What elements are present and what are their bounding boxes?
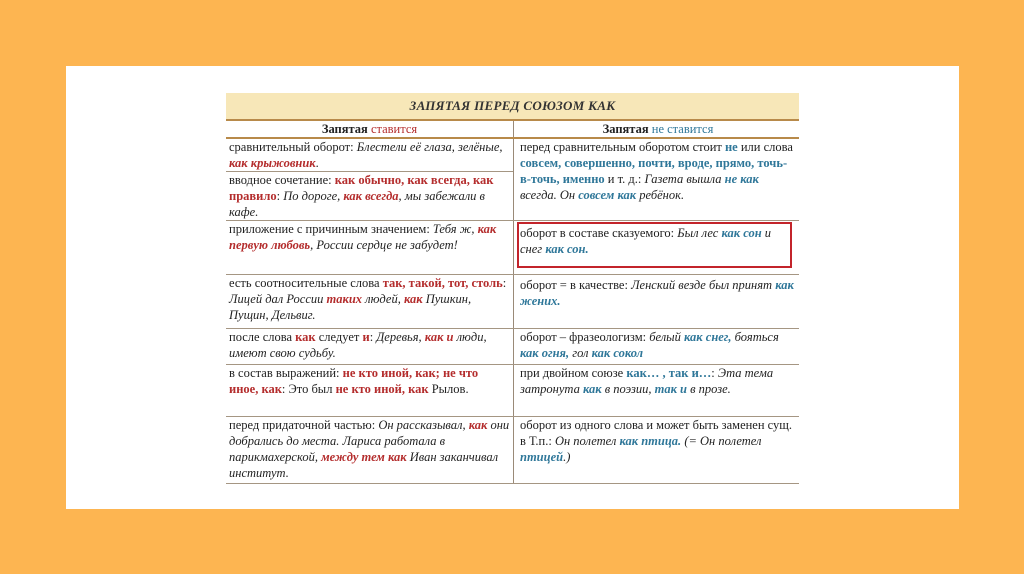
comma-rules-table <box>226 93 799 484</box>
header-comma-placed: Запятая ставится <box>226 121 514 137</box>
rule-no-comma-comparative: перед сравнительным оборотом стоит не или слова совсем, совершенно, почти, вроде, прямо, точь-в-точь, именно и т. д.: Газета вышла не как всегда. Он совсем как ребёнок. <box>520 140 793 202</box>
rule-subordinate-clause: перед придаточной частью: Он рассказывал, как они добрались до места. Лариса работала в парикмахерской, между тем как Иван заканчивал институт. <box>226 417 514 483</box>
table-title: ЗАПЯТАЯ ПЕРЕД СОЮЗОМ КАК <box>226 93 799 121</box>
highlight-box <box>517 222 792 268</box>
rule-idiom: оборот – фразеологизм: белый как снег, бояться как огня, гол как сокол <box>520 330 779 360</box>
table-row <box>226 365 799 417</box>
rule-appositive: приложение с причинным значением: Тебя ж, как первую любовь, России сердце не забудет! <box>226 221 514 274</box>
table-row <box>226 329 799 365</box>
rule-fixed-expressions: в состав выражений: не кто иной, как; не что иное, как: Это был не кто иной, как Рылов. <box>226 365 514 416</box>
rule-in-capacity: оборот = в качестве: Ленский везде был принят как жених. <box>520 278 794 308</box>
rule-comparative-phrase: сравнительный оборот: Блестели её глаза, зелёные, как крыжовник. <box>226 139 513 172</box>
rule-double-conjunction: при двойном союзе как… , так и…: Эта тема затронута как в поэзии, так и в прозе. <box>520 366 774 396</box>
rule-introductory-phrase: вводное сочетание: как обычно, как всегда, как правило: По дороге, как всегда, мы забежали в кафе. <box>229 173 494 219</box>
table-row <box>226 139 799 221</box>
header-comma-not-placed: Запятая не ставится <box>602 122 714 136</box>
table-header <box>226 121 799 139</box>
rule-correlative-words: есть соотносительные слова так, такой, тот, столь: Лицей дал России таких людей, как Пушкин, Пущин, Дельвиг. <box>226 275 514 328</box>
keyword-not-placed: не ставится <box>651 122 714 136</box>
keyword-placed: ставится <box>370 122 418 136</box>
rule-kak-i: после слова как следует и: Деревья, как и люди, имеют свою судьбу. <box>226 329 514 364</box>
table-row <box>226 417 799 484</box>
rule-predicate-phrase: оборот в составе сказуемого: Был лес как сон и снег как сон. <box>520 226 772 256</box>
table-row <box>226 275 799 329</box>
rule-single-word-phrase: оборот из одного слова и может быть заменен сущ. в Т.п.: Он полетел как птица. (= Он полетел птицей.) <box>520 418 793 464</box>
